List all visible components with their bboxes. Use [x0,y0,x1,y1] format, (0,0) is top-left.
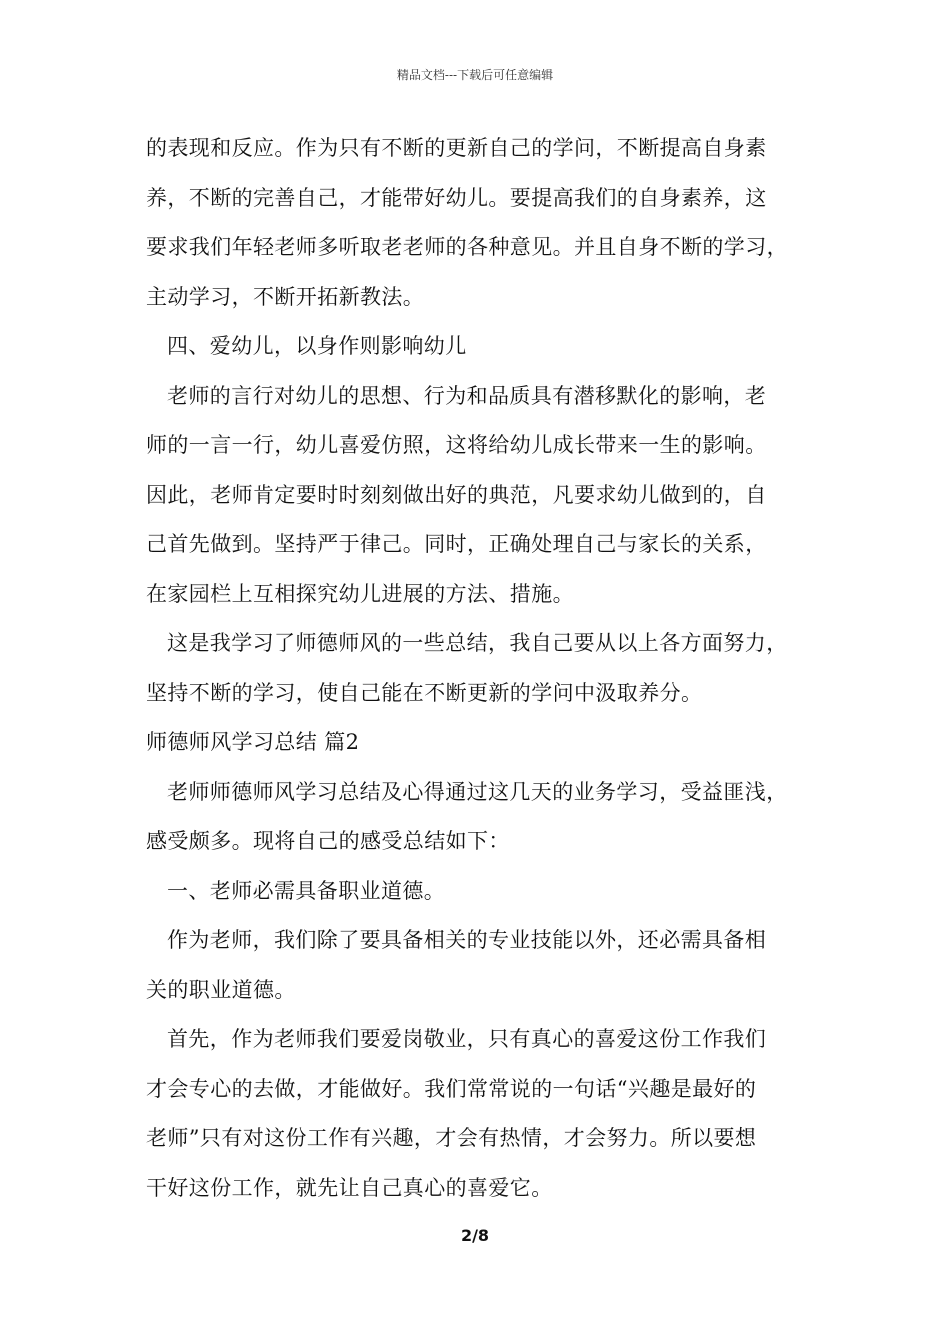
text-line: 老师”只有对这份工作有兴趣，才会有热情，才会努力。所以要想 [146,1126,757,1150]
text-line: 坚持不断的学习，使自己能在不断更新的学问中汲取养分。 [146,680,703,705]
text-line: 在家园栏上互相探究幼儿进展的方法、措施。 [146,581,574,606]
text-line: 己首先做到。坚持严于律己。同时，正确处理自己与家长的关系， [146,532,767,556]
text-line: 才会专心的去做，才能做好。我们常常说的一句话“兴趣是最好的 [146,1076,757,1101]
text-line: 因此，老师肯定要时时刻刻做出好的典范，凡要求幼儿做到的，自 [146,482,767,507]
text-line: 师的一言一行，幼儿喜爱仿照，这将给幼儿成长带来一生的影响。 [146,433,767,457]
section-heading: 四、爱幼儿，以身作则影响幼儿 [167,334,467,358]
page-separator: / [472,1226,478,1245]
text-line: 这是我学习了师德师风的一些总结，我自己要从以上各方面努力， [167,631,788,655]
text-line: 老师师德师风学习总结及心得通过这几天的业务学习，受益匪浅， [167,779,788,804]
text-line: 感受颇多。现将自己的感受总结如下： [146,829,510,853]
text-line: 主动学习，不断开拓新教法。 [146,284,425,309]
document-body [146,126,836,1215]
page-header [0,66,950,83]
text-line: 老师的言行对幼儿的思想、行为和品质具有潜移默化的影响，老 [167,383,767,408]
text-line: 作为老师，我们除了要具备相关的专业技能以外，还必需具备相 [167,928,767,952]
text-line: 首先，作为老师我们要爱岗敬业，只有真心的喜爱这份工作我们 [167,1027,767,1051]
text-line: 的表现和反应。作为只有不断的更新自己的学问，不断提高自身素 [146,136,767,160]
text-line: 干好这份工作，就先让自己真心的喜爱它。 [146,1175,553,1200]
page-number [0,1226,950,1245]
page-total: 8 [477,1226,490,1245]
text-line: 要求我们年轻老师多听取老老师的各种意见。并且自身不断的学习， [146,235,788,259]
text-line: 关的职业道德。 [146,977,296,1002]
article-title: 师德师风学习总结 篇2 [146,730,360,754]
header-text: 精品文档---下载后可任意编辑 [396,68,554,82]
section-heading: 一、老师必需具备职业道德。 [167,878,446,903]
text-line: 养，不断的完善自己，才能带好幼儿。要提高我们的自身素养，这 [146,185,767,210]
page-current: 2 [460,1226,473,1245]
